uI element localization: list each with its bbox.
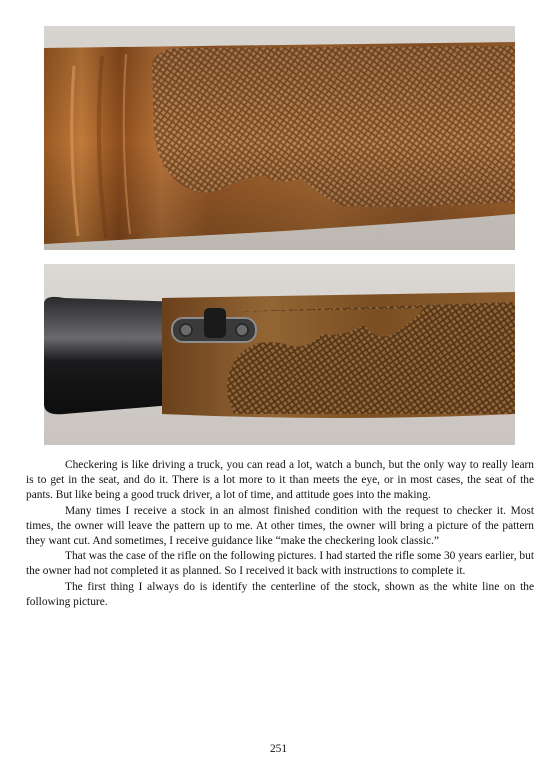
body-text bbox=[26, 458, 534, 610]
paragraph: That was the case of the rifle on the following pictures. I had started the rifle some 30 years earlier, but the owner had not completed it as planned. So I received it back with instructions to complete it. bbox=[26, 550, 534, 578]
checkered-stock-photo-2 bbox=[44, 264, 515, 445]
checkered-stock-photo-1 bbox=[44, 26, 515, 250]
page-number: 251 bbox=[269, 743, 288, 755]
paragraph: The first thing I always do is identify the centerline of the stock, shown as the white line on the following picture. bbox=[26, 580, 534, 608]
paragraph: Many times I receive a stock in an almost finished condition with the request to checker it. Most times, the owner will leave the pattern up to me. At other times, the owner will bring a picture of the pattern they want cut. And sometimes, I receive guidance like “make the checkering look classic.” bbox=[26, 504, 534, 548]
paragraph: Checkering is like driving a truck, you can read a lot, watch a bunch, but the only way to really learn is to get in the seat, and do it. There is a lot more to it than meets the eye, or in most cases, the seat of the pants. But like being a good truck driver, a lot of time, and attitude goes into the making. bbox=[26, 459, 534, 502]
